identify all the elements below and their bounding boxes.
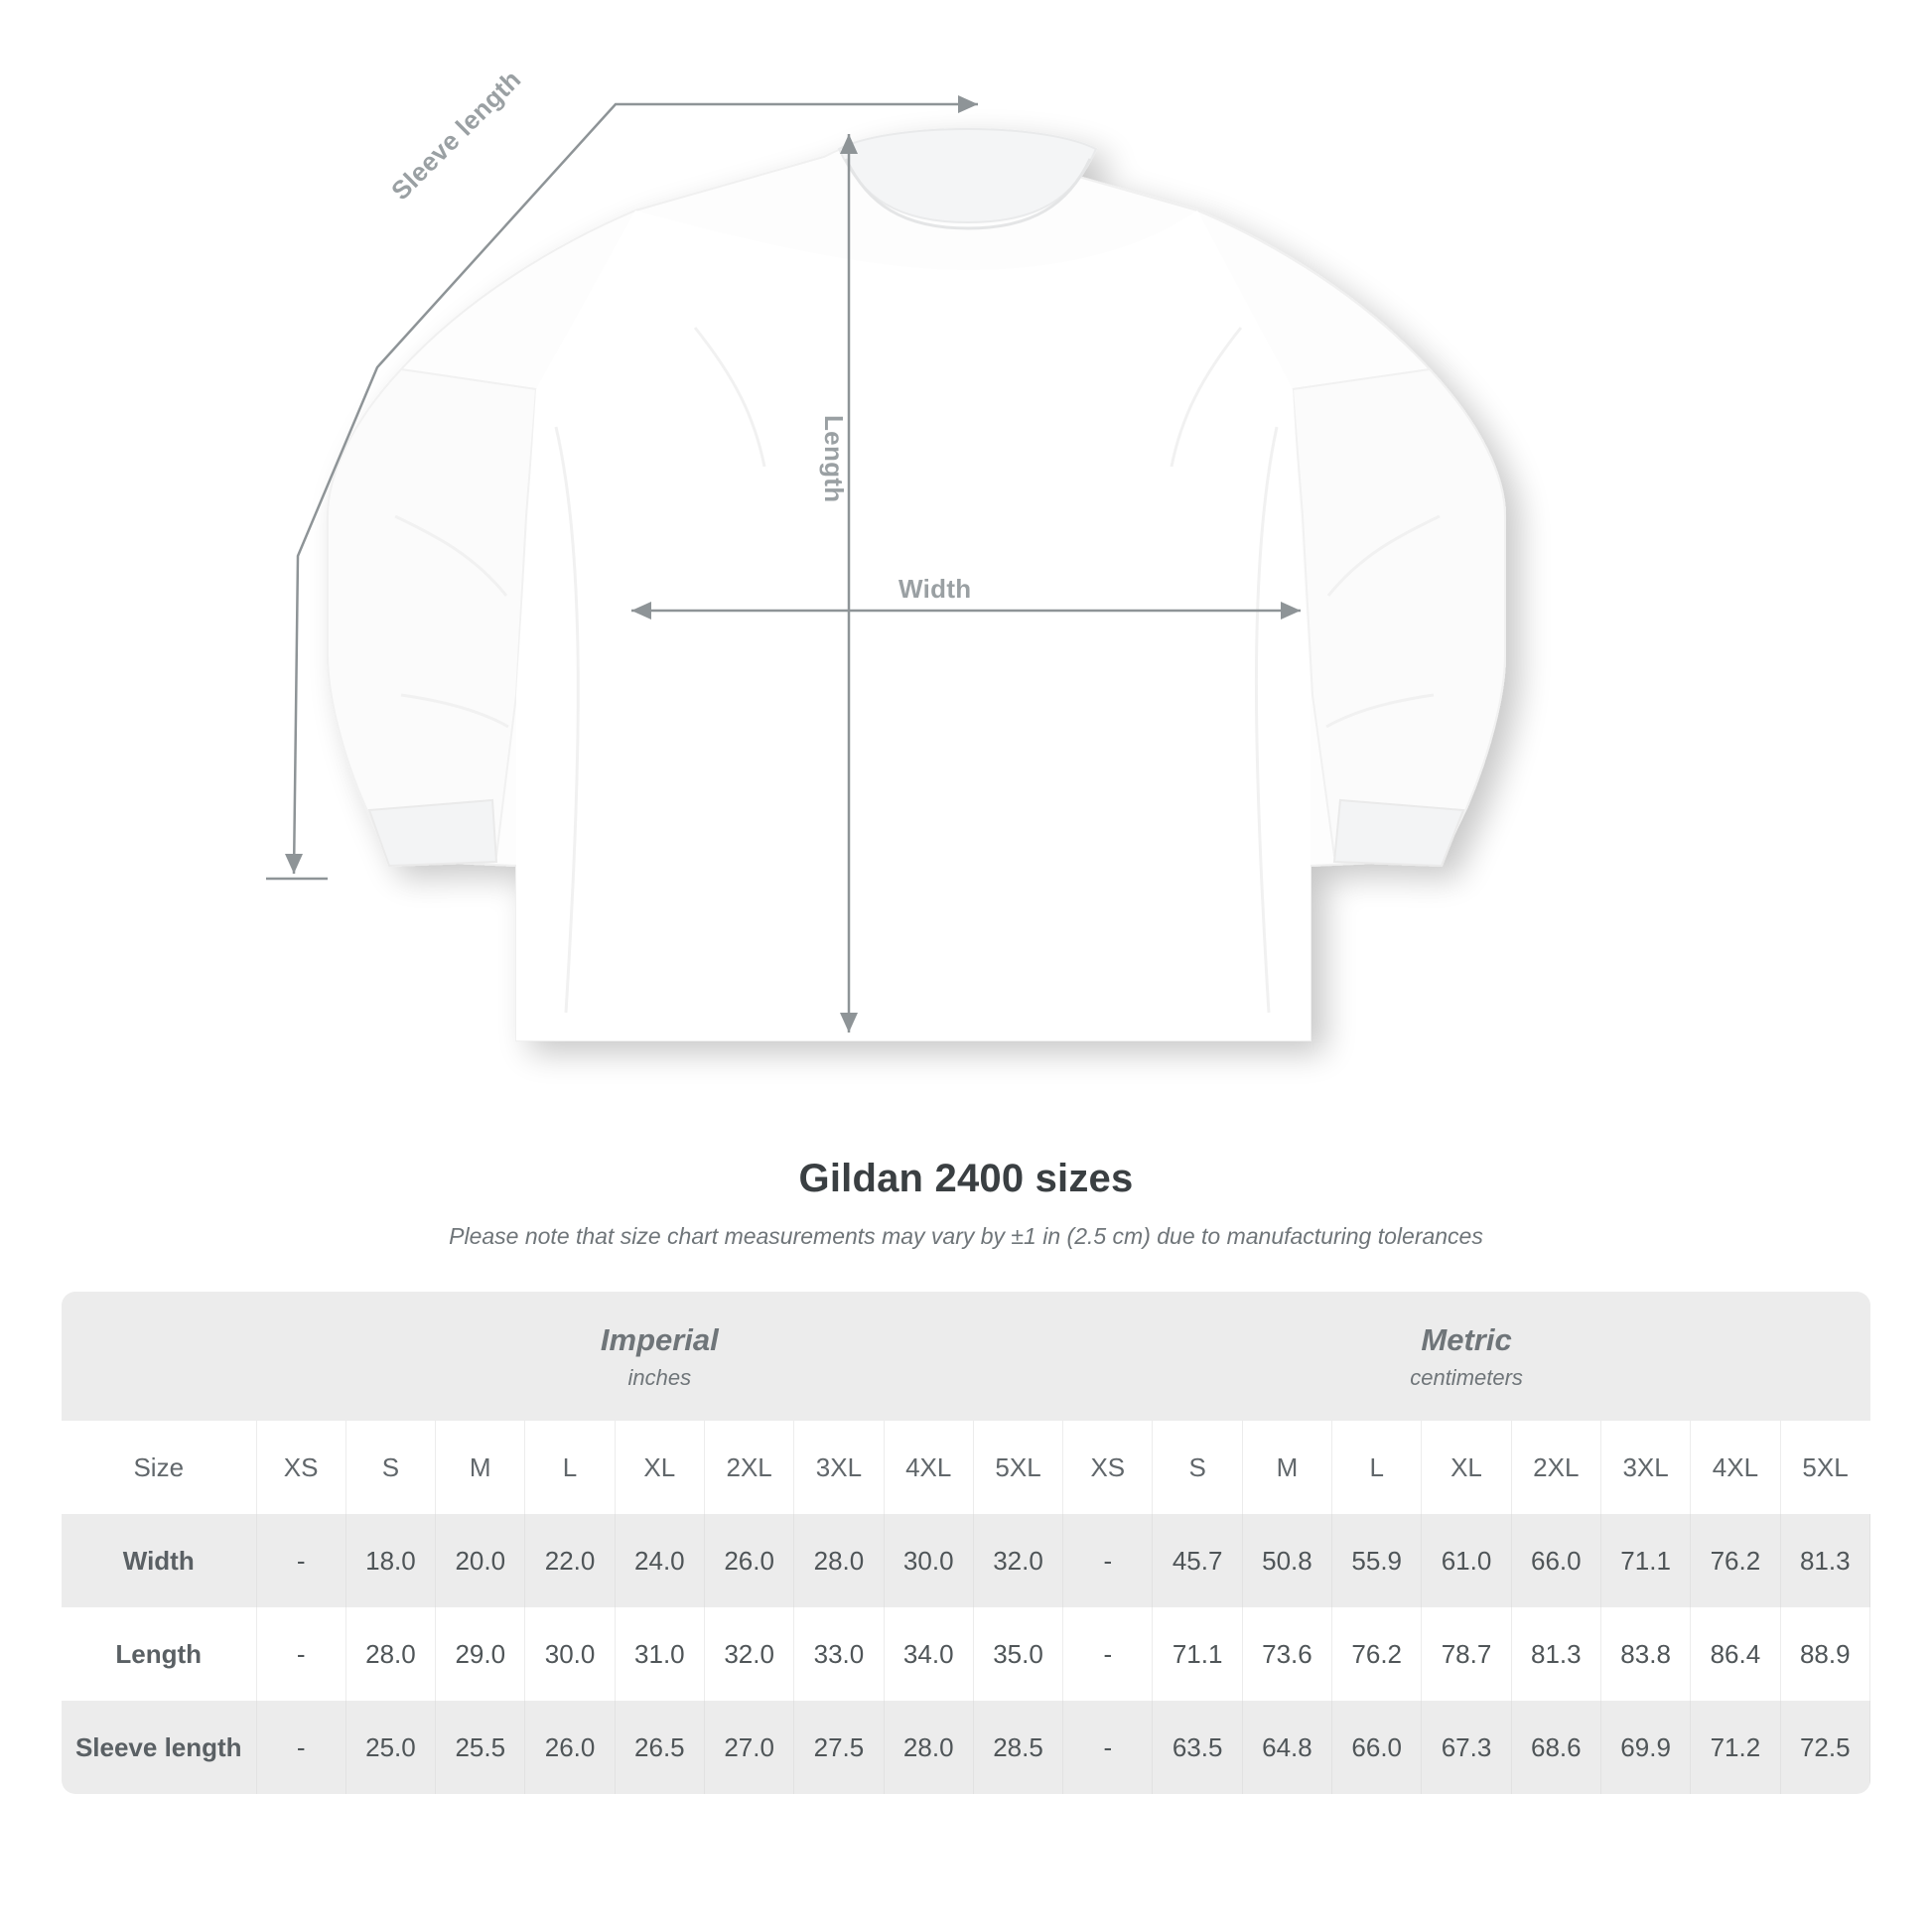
size-header-label: Size: [62, 1421, 256, 1514]
measurement-cell: 55.9: [1332, 1514, 1422, 1607]
measurement-cell: -: [256, 1607, 345, 1701]
unit-sub-metric: centimeters: [1410, 1365, 1523, 1391]
size-header-cell: 5XL: [973, 1421, 1062, 1514]
table-row: [62, 1514, 1870, 1607]
measurement-cell: -: [1063, 1607, 1153, 1701]
page-title: Gildan 2400 sizes: [798, 1157, 1134, 1200]
measurement-cell: 69.9: [1600, 1701, 1690, 1794]
measurement-cell: 28.0: [884, 1701, 973, 1794]
unit-name-metric: Metric: [1421, 1321, 1512, 1357]
measurement-cell: 71.1: [1153, 1607, 1242, 1701]
measurement-cell: -: [1063, 1514, 1153, 1607]
size-header-cell: 5XL: [1780, 1421, 1869, 1514]
size-header-cell: 3XL: [1600, 1421, 1690, 1514]
size-header-cell: S: [1153, 1421, 1242, 1514]
measurement-cell: 64.8: [1242, 1701, 1331, 1794]
measurement-cell: 72.5: [1780, 1701, 1869, 1794]
measurement-cell: 68.6: [1511, 1701, 1600, 1794]
size-header-cell: 3XL: [794, 1421, 884, 1514]
measurement-cell: 73.6: [1242, 1607, 1331, 1701]
size-header-row: [62, 1421, 1870, 1514]
measurement-cell: -: [1063, 1701, 1153, 1794]
size-header-cell: XL: [615, 1421, 704, 1514]
size-header-cell: S: [345, 1421, 435, 1514]
measurement-cell: 81.3: [1780, 1514, 1869, 1607]
measurement-cell: 63.5: [1153, 1701, 1242, 1794]
measurement-cell: 32.0: [704, 1607, 793, 1701]
measurement-cell: 28.5: [973, 1701, 1062, 1794]
measurement-row-label: Width: [62, 1514, 256, 1607]
unit-header-row: [62, 1292, 1870, 1421]
size-header-cell: XL: [1422, 1421, 1511, 1514]
measurement-cell: 28.0: [345, 1607, 435, 1701]
measurement-cell: 25.5: [436, 1701, 525, 1794]
measurement-cell: 34.0: [884, 1607, 973, 1701]
measurement-cell: 26.0: [525, 1701, 615, 1794]
measurement-cell: 71.2: [1691, 1701, 1780, 1794]
measurement-cell: 30.0: [525, 1607, 615, 1701]
size-header-cell: M: [1242, 1421, 1331, 1514]
measurement-cell: 31.0: [615, 1607, 704, 1701]
measurement-row-label: Length: [62, 1607, 256, 1701]
measurement-cell: 32.0: [973, 1514, 1062, 1607]
chart-header: [0, 1157, 1932, 1250]
measurement-cell: 30.0: [884, 1514, 973, 1607]
measurement-cell: -: [256, 1514, 345, 1607]
size-header-cell: 4XL: [884, 1421, 973, 1514]
size-header-cell: 4XL: [1691, 1421, 1780, 1514]
measurement-cell: 27.0: [704, 1701, 793, 1794]
unit-header-metric: [1063, 1292, 1870, 1421]
size-header-cell: 2XL: [704, 1421, 793, 1514]
measurement-cell: 66.0: [1332, 1701, 1422, 1794]
size-header-cell: M: [436, 1421, 525, 1514]
size-chart-table: [62, 1292, 1870, 1794]
width-dimension-label: Width: [898, 574, 972, 604]
measurement-cell: 50.8: [1242, 1514, 1331, 1607]
table-row: [62, 1607, 1870, 1701]
measurement-cell: 76.2: [1332, 1607, 1422, 1701]
unit-sub-imperial: inches: [627, 1365, 692, 1391]
tolerance-note: Please note that size chart measurements may vary by ±1 in (2.5 cm) due to manufacturing tolerances: [449, 1223, 1483, 1249]
measurement-cell: 20.0: [436, 1514, 525, 1607]
measurement-cell: 22.0: [525, 1514, 615, 1607]
sleeve-length-dimension-label: Sleeve length: [385, 64, 527, 207]
measurement-cell: 88.9: [1780, 1607, 1869, 1701]
size-header-cell: XS: [256, 1421, 345, 1514]
measurement-cell: 35.0: [973, 1607, 1062, 1701]
measurement-cell: 25.0: [345, 1701, 435, 1794]
measurement-cell: 24.0: [615, 1514, 704, 1607]
size-header-cell: 2XL: [1511, 1421, 1600, 1514]
measurement-cell: 27.5: [794, 1701, 884, 1794]
size-chart-table-wrap: [62, 1292, 1870, 1794]
measurement-cell: 33.0: [794, 1607, 884, 1701]
unit-header-spacer: [62, 1292, 256, 1421]
unit-header-imperial: [256, 1292, 1063, 1421]
measurement-row-label: Sleeve length: [62, 1701, 256, 1794]
table-row: [62, 1701, 1870, 1794]
measurement-cell: 71.1: [1600, 1514, 1690, 1607]
measurement-cell: 81.3: [1511, 1607, 1600, 1701]
measurement-cell: 76.2: [1691, 1514, 1780, 1607]
size-header-cell: XS: [1063, 1421, 1153, 1514]
measurement-cell: 18.0: [345, 1514, 435, 1607]
measurement-cell: 45.7: [1153, 1514, 1242, 1607]
measurement-cell: 78.7: [1422, 1607, 1511, 1701]
measurement-cell: 83.8: [1600, 1607, 1690, 1701]
measurement-cell: 67.3: [1422, 1701, 1511, 1794]
measurement-cell: 61.0: [1422, 1514, 1511, 1607]
length-dimension-label: Length: [819, 415, 849, 503]
size-header-cell: L: [525, 1421, 615, 1514]
measurement-cell: 28.0: [794, 1514, 884, 1607]
measurement-cell: 66.0: [1511, 1514, 1600, 1607]
unit-name-imperial: Imperial: [600, 1321, 719, 1357]
measurement-cell: 29.0: [436, 1607, 525, 1701]
measurement-cell: -: [256, 1701, 345, 1794]
measurement-cell: 26.5: [615, 1701, 704, 1794]
measurement-cell: 26.0: [704, 1514, 793, 1607]
size-header-cell: L: [1332, 1421, 1422, 1514]
measurement-cell: 86.4: [1691, 1607, 1780, 1701]
